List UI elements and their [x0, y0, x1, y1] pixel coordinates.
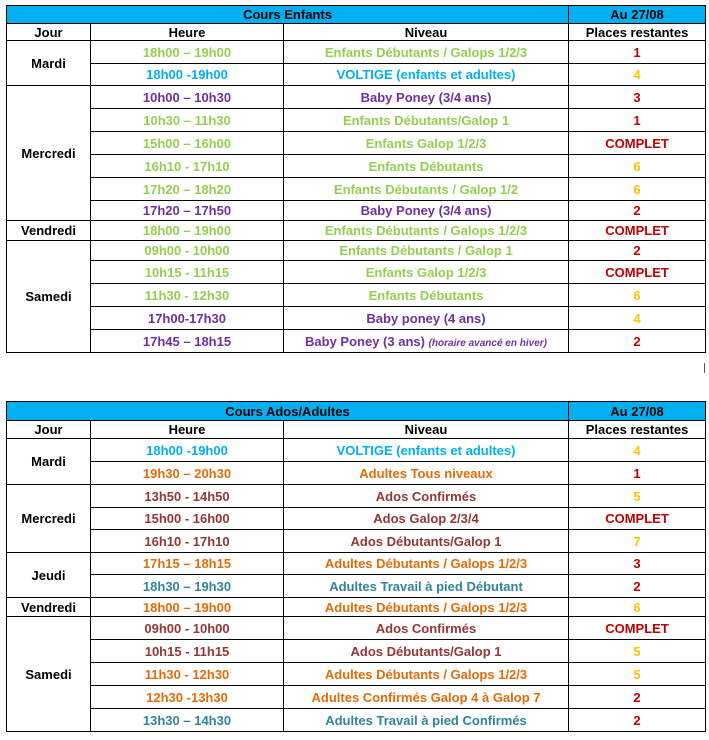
col-header-heure: Heure — [91, 421, 284, 439]
hour-cell: 10h00 – 10h30 — [91, 86, 284, 109]
places-cell: 1 — [569, 41, 706, 64]
col-header-niveau: Niveau — [284, 421, 569, 439]
day-cell: Vendredi — [7, 598, 91, 617]
level-cell — [284, 178, 569, 201]
level-text: Baby Poney (3/4 ans) — [360, 89, 492, 105]
day-cell: Mardi — [7, 439, 91, 485]
table-row — [7, 132, 706, 155]
table-row — [7, 284, 706, 307]
level-text: VOLTIGE (enfants et adultes) — [336, 67, 516, 82]
level-text: Ados Confirmés — [375, 620, 477, 636]
level-text: Enfants Débutants — [368, 287, 484, 303]
hour-cell: 10h15 - 11h15 — [91, 640, 284, 663]
level-text: Enfants Débutants / Galops 1/2/3 — [324, 223, 528, 238]
places-cell: 2 — [569, 241, 706, 261]
places-cell: 2 — [569, 575, 706, 598]
hour-cell: 17h15 – 18h15 — [91, 553, 284, 575]
hour-cell: 17h20 – 17h50 — [91, 201, 284, 221]
level-text: Enfants Débutants / Galops 1/2/3 — [324, 44, 528, 60]
level-text: Enfants Débutants / Galop 1 — [339, 243, 513, 258]
table-row — [7, 155, 706, 178]
hour-cell: 15h00 - 16h00 — [91, 508, 284, 530]
table-row — [7, 330, 706, 353]
level-text: VOLTIGE (enfants et adultes) — [336, 442, 516, 458]
level-text: Ados Confirmés — [375, 488, 477, 504]
table-row — [7, 598, 706, 617]
places-cell: 1 — [569, 462, 706, 485]
level-cell — [284, 617, 569, 640]
level-cell — [284, 575, 569, 598]
level-cell — [284, 508, 569, 530]
level-cell — [284, 640, 569, 663]
table-row — [7, 201, 706, 221]
col-header-heure: Heure — [91, 24, 284, 41]
table-row — [7, 553, 706, 575]
col-header-niveau: Niveau — [284, 24, 569, 41]
level-cell — [284, 284, 569, 307]
day-cell: Jeudi — [7, 553, 91, 598]
hour-cell: 18h00 -19h00 — [91, 64, 284, 86]
level-text: Enfants Débutants — [368, 158, 484, 174]
level-cell — [284, 485, 569, 508]
table-row — [7, 462, 706, 485]
level-cell — [284, 132, 569, 155]
hour-cell: 18h00 -19h00 — [91, 439, 284, 462]
places-cell: 5 — [569, 485, 706, 508]
places-cell: 2 — [569, 709, 706, 732]
hour-cell: 17h00-17h30 — [91, 307, 284, 330]
day-cell: Mardi — [7, 41, 91, 86]
table-row — [7, 64, 706, 86]
places-cell: 6 — [569, 598, 706, 617]
places-cell: COMPLET — [569, 132, 706, 155]
date-label: Au 27/08 — [569, 402, 706, 421]
table-row — [7, 485, 706, 508]
table-row — [7, 617, 706, 640]
level-text: Adultes Débutants / Galops 1/2/3 — [324, 666, 528, 682]
places-cell: 2 — [569, 201, 706, 221]
day-cell: Vendredi — [7, 221, 91, 241]
level-cell — [284, 201, 569, 221]
level-text: Adultes Travail à pied Confirmés — [325, 712, 527, 728]
places-cell: 1 — [569, 109, 706, 132]
level-cell — [284, 307, 569, 330]
level-cell — [284, 221, 569, 241]
places-cell: 6 — [569, 155, 706, 178]
table-row — [7, 307, 706, 330]
hour-cell: 16h10 - 17h10 — [91, 530, 284, 553]
day-cell: Samedi — [7, 617, 91, 732]
places-cell: 4 — [569, 64, 706, 86]
places-cell: 4 — [569, 307, 706, 330]
level-text: Adultes Débutants / Galops 1/2/3 — [324, 599, 528, 615]
level-cell — [284, 330, 569, 353]
table-row — [7, 508, 706, 530]
table-row — [7, 41, 706, 64]
places-cell: 6 — [569, 178, 706, 201]
level-text: Enfants Galop 1/2/3 — [365, 264, 487, 280]
col-header-jour: Jour — [7, 24, 91, 41]
table-row — [7, 261, 706, 284]
day-cell: Mercredi — [7, 485, 91, 553]
level-text: Adultes Débutants / Galops 1/2/3 — [324, 556, 528, 571]
places-cell: COMPLET — [569, 261, 706, 284]
level-text: Ados Débutants/Galop 1 — [350, 643, 502, 659]
places-cell: 3 — [569, 553, 706, 575]
table-row — [7, 178, 706, 201]
level-cell — [284, 109, 569, 132]
level-text: Adultes Confirmés Galop 4 à Galop 7 — [311, 689, 541, 705]
table-row — [7, 221, 706, 241]
places-cell: 3 — [569, 86, 706, 109]
hour-cell: 19h30 – 20h30 — [91, 462, 284, 485]
level-cell — [284, 598, 569, 617]
level-text: Baby Poney (3/4 ans) — [360, 203, 492, 218]
level-text: Baby Poney (3 ans) — [305, 333, 425, 349]
level-cell — [284, 530, 569, 553]
hour-cell: 18h00 – 19h00 — [91, 41, 284, 64]
level-cell — [284, 686, 569, 709]
col-header-places: Places restantes — [569, 24, 706, 41]
table-row — [7, 241, 706, 261]
places-cell: 4 — [569, 439, 706, 462]
hour-cell: 15h00 – 16h00 — [91, 132, 284, 155]
level-text: Baby poney (4 ans) — [366, 310, 486, 326]
level-cell — [284, 439, 569, 462]
hour-cell: 12h30 -13h30 — [91, 686, 284, 709]
places-cell: 7 — [569, 530, 706, 553]
level-cell — [284, 261, 569, 284]
level-cell — [284, 86, 569, 109]
table-row — [7, 640, 706, 663]
level-text: Enfants Débutants / Galop 1/2 — [333, 181, 519, 197]
level-cell — [284, 155, 569, 178]
table-row — [7, 575, 706, 598]
level-text: Enfants Débutants/Galop 1 — [342, 112, 510, 128]
places-cell: 6 — [569, 284, 706, 307]
places-cell: COMPLET — [569, 617, 706, 640]
hour-cell: 18h00 – 19h00 — [91, 598, 284, 617]
hour-cell: 09h00 - 10h00 — [91, 241, 284, 261]
table-cours-ados-adultes — [6, 401, 706, 732]
table-row — [7, 709, 706, 732]
hour-cell: 18h30 – 19h30 — [91, 575, 284, 598]
table-cours-enfants — [6, 5, 706, 353]
hour-cell: 18h00 – 19h00 — [91, 221, 284, 241]
level-cell — [284, 709, 569, 732]
day-cell: Mercredi — [7, 86, 91, 221]
col-header-places: Places restantes — [569, 421, 706, 439]
day-cell: Samedi — [7, 241, 91, 353]
table-title: Cours Enfants — [7, 6, 569, 24]
table-row — [7, 439, 706, 462]
hour-cell: 17h45 – 18h15 — [91, 330, 284, 353]
level-cell — [284, 241, 569, 261]
hour-cell: 17h20 – 18h20 — [91, 178, 284, 201]
hour-cell: 10h15 - 11h15 — [91, 261, 284, 284]
places-cell: 5 — [569, 640, 706, 663]
table-row — [7, 530, 706, 553]
level-cell — [284, 462, 569, 485]
hour-cell: 13h50 - 14h50 — [91, 485, 284, 508]
sheet-edge-mark — [704, 363, 709, 373]
level-text: Ados Débutants/Galop 1 — [350, 533, 502, 549]
level-text: Adultes Tous niveaux — [359, 465, 493, 481]
col-header-jour: Jour — [7, 421, 91, 439]
places-cell: 2 — [569, 686, 706, 709]
level-note: (horaire avancé en hiver) — [428, 337, 547, 349]
hour-cell: 11h30 - 12h30 — [91, 284, 284, 307]
table-row — [7, 109, 706, 132]
places-cell: COMPLET — [569, 508, 706, 530]
table-row — [7, 663, 706, 686]
hour-cell: 09h00 - 10h00 — [91, 617, 284, 640]
hour-cell: 13h30 – 14h30 — [91, 709, 284, 732]
level-text: Ados Galop 2/3/4 — [373, 511, 479, 526]
hour-cell: 11h30 - 12h30 — [91, 663, 284, 686]
table-row — [7, 686, 706, 709]
table-title: Cours Ados/Adultes — [7, 402, 569, 421]
hour-cell: 16h10 - 17h10 — [91, 155, 284, 178]
date-label: Au 27/08 — [569, 6, 706, 24]
places-cell: 2 — [569, 330, 706, 353]
level-cell — [284, 41, 569, 64]
level-cell — [284, 663, 569, 686]
level-text: Adultes Travail à pied Débutant — [329, 578, 523, 594]
table-row — [7, 86, 706, 109]
level-cell — [284, 553, 569, 575]
hour-cell: 10h30 – 11h30 — [91, 109, 284, 132]
level-text: Enfants Galop 1/2/3 — [365, 135, 487, 151]
level-cell — [284, 64, 569, 86]
places-cell: COMPLET — [569, 221, 706, 241]
places-cell: 5 — [569, 663, 706, 686]
